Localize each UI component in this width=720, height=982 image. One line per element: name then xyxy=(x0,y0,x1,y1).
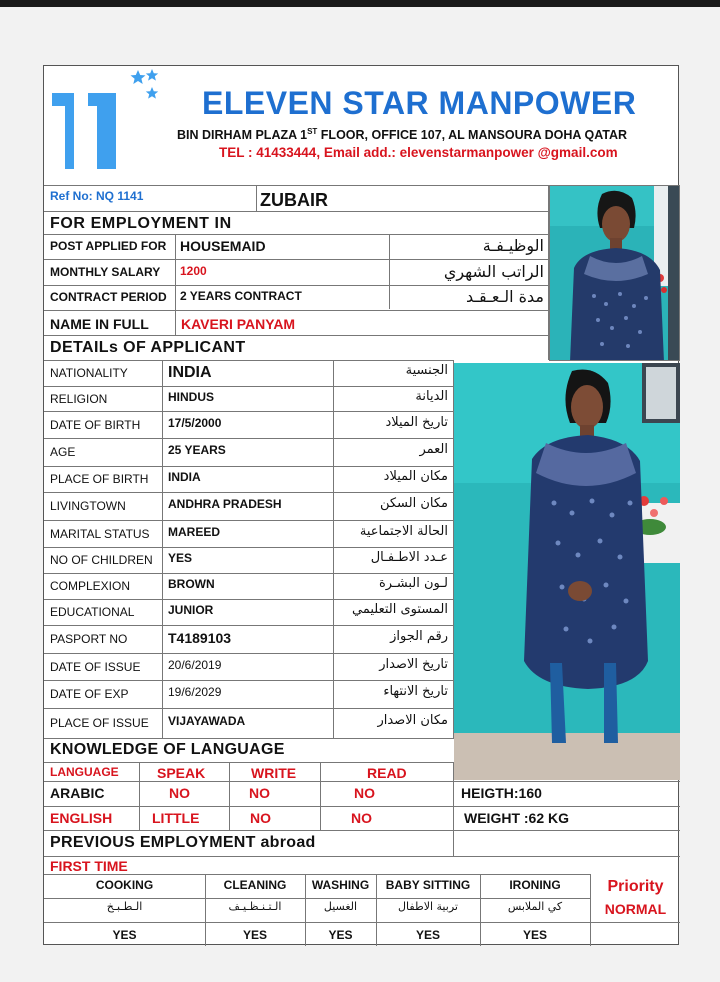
detail-arabic: العمر xyxy=(419,442,448,457)
detail-arabic: تاريخ الانتهاء xyxy=(383,684,448,699)
top-bar xyxy=(0,0,720,7)
detail-value: BROWN xyxy=(168,577,215,591)
skill-name: COOKING xyxy=(95,878,154,892)
detail-value: 20/6/2019 xyxy=(168,658,222,672)
employment-arabic: الوظيـفـة xyxy=(482,236,544,255)
priority-label: Priority xyxy=(607,878,664,895)
lang-arabic: ARABIC xyxy=(50,785,105,801)
lang-english-speak: LITTLE xyxy=(152,810,200,826)
company-name: ELEVEN STAR MANPOWER xyxy=(202,85,637,121)
employment-value: HOUSEMAID xyxy=(180,238,266,254)
skill-arabic: الغسيل xyxy=(323,900,358,913)
employment-value: 2 YEARS CONTRACT xyxy=(180,289,302,303)
skill-arabic: تربية الاطفال xyxy=(398,900,458,913)
detail-label: NATIONALITY xyxy=(50,366,128,380)
logo-graphic xyxy=(50,66,160,174)
detail-label: RELIGION xyxy=(50,392,108,406)
detail-value: ANDHRA PRADESH xyxy=(168,497,282,511)
detail-value: VIJAYAWADA xyxy=(168,714,246,728)
lang-header-language: LANGUAGE xyxy=(50,765,119,779)
height-value: HEIGTH:160 xyxy=(461,785,542,801)
detail-value: 19/6/2029 xyxy=(168,685,222,699)
lang-english-write: NO xyxy=(250,810,271,826)
applicant-photo-full xyxy=(454,363,680,780)
detail-label: PLACE OF BIRTH xyxy=(50,472,149,486)
first-time: FIRST TIME xyxy=(50,858,128,874)
detail-arabic: رقم الجواز xyxy=(390,629,448,644)
skill-value: YES xyxy=(242,928,267,942)
skill-value: YES xyxy=(112,928,137,942)
employment-value: 1200 xyxy=(180,264,207,278)
skill-value: YES xyxy=(522,928,547,942)
language-heading: KNOWLEDGE OF LANGUAGE xyxy=(50,741,285,758)
detail-arabic: عـدد الاطـفـال xyxy=(370,550,448,565)
company-contact: TEL : 41433444, Email add.: elevenstarmanpower @gmail.com xyxy=(219,145,618,160)
detail-label: EDUCATIONAL xyxy=(50,605,135,619)
lang-arabic-speak: NO xyxy=(169,785,190,801)
address-part: BIN DIRHAM PLAZA 1 xyxy=(177,128,308,143)
employment-label: MONTHLY SALARY xyxy=(50,265,161,279)
weight-value: WEIGHT :62 KG xyxy=(464,810,570,826)
address-sup: ST xyxy=(307,127,318,136)
lang-header-read: READ xyxy=(367,765,407,781)
detail-label: AGE xyxy=(50,445,76,459)
skill-arabic: الـطـبـخ xyxy=(106,900,143,913)
employment-label: CONTRACT PERIOD xyxy=(50,290,167,304)
details-heading: DETAILs OF APPLICANT xyxy=(50,339,246,356)
detail-label: DATE OF ISSUE xyxy=(50,660,141,674)
skill-value: YES xyxy=(415,928,440,942)
priority-value: NORMAL xyxy=(604,901,667,917)
previous-heading: PREVIOUS EMPLOYMENT abroad xyxy=(50,834,316,851)
detail-arabic: تاريخ الميلاد xyxy=(385,415,448,430)
detail-value: T4189103 xyxy=(168,630,232,646)
biodata-form xyxy=(43,65,679,945)
company-logo xyxy=(50,66,160,174)
detail-label: PASPORT NO xyxy=(50,632,128,646)
name-label: NAME IN FULL xyxy=(50,316,149,332)
detail-value: JUNIOR xyxy=(168,603,214,617)
detail-arabic: المستوى التعليمي xyxy=(352,602,448,617)
skill-arabic: الـتـنـظـيـف xyxy=(228,900,282,913)
lang-arabic-write: NO xyxy=(249,785,270,801)
company-address xyxy=(177,127,627,142)
detail-arabic: الحالة الاجتماعية xyxy=(359,524,448,539)
lang-header-write: WRITE xyxy=(251,765,297,781)
detail-arabic: مكان الاصدار xyxy=(377,713,448,728)
detail-arabic: الجنسية xyxy=(405,363,448,378)
detail-arabic: تاريخ الاصدار xyxy=(379,657,448,672)
skill-name: IRONING xyxy=(509,878,561,892)
skill-value: YES xyxy=(328,928,353,942)
detail-value: 25 YEARS xyxy=(168,443,226,457)
detail-label: DATE OF EXP xyxy=(50,687,129,701)
detail-value: MAREED xyxy=(168,525,221,539)
detail-value: HINDUS xyxy=(168,390,215,404)
detail-value: INDIA xyxy=(168,364,212,381)
employment-label: POST APPLIED FOR xyxy=(50,239,167,253)
detail-label: COMPLEXION xyxy=(50,579,131,593)
skill-name: WASHING xyxy=(311,878,370,892)
ref-number: Ref No: NQ 1141 xyxy=(50,189,144,203)
name-value: KAVERI PANYAM xyxy=(181,316,296,332)
lang-header-speak: SPEAK xyxy=(157,765,206,781)
detail-label: NO OF CHILDREN xyxy=(50,553,153,567)
lang-english-read: NO xyxy=(351,810,372,826)
skill-arabic: كي الملابس xyxy=(507,900,563,913)
address-rest: FLOOR, OFFICE 107, AL MANSOURA DOHA QATAR xyxy=(317,128,628,143)
detail-arabic: الديانة xyxy=(415,389,448,404)
detail-arabic: مكان السكن xyxy=(379,496,448,511)
employment-arabic: الراتب الشهري xyxy=(443,262,544,281)
lang-english: ENGLISH xyxy=(50,810,113,826)
employment-arabic: مدة الـعـقـد xyxy=(465,287,544,306)
detail-arabic: مكان الميلاد xyxy=(383,469,448,484)
detail-value: 17/5/2000 xyxy=(168,416,222,430)
agent-name: ZUBAIR xyxy=(260,190,328,210)
detail-label: MARITAL STATUS xyxy=(50,527,150,541)
detail-value: INDIA xyxy=(168,470,201,484)
star-icon xyxy=(146,69,158,81)
detail-label: PLACE OF ISSUE xyxy=(50,716,149,730)
skill-name: BABY SITTING xyxy=(385,878,471,892)
star-icon xyxy=(131,70,146,84)
lang-arabic-read: NO xyxy=(354,785,375,801)
employment-heading: FOR EMPLOYMENT IN xyxy=(50,215,232,232)
applicant-photo-portrait xyxy=(549,185,680,361)
detail-value: YES xyxy=(168,551,193,565)
detail-label: LIVINGTOWN xyxy=(50,499,126,513)
skill-name: CLEANING xyxy=(223,878,287,892)
detail-arabic: لـون البشـرة xyxy=(378,576,448,591)
detail-label: DATE OF BIRTH xyxy=(50,418,141,432)
star-icon xyxy=(146,87,158,99)
